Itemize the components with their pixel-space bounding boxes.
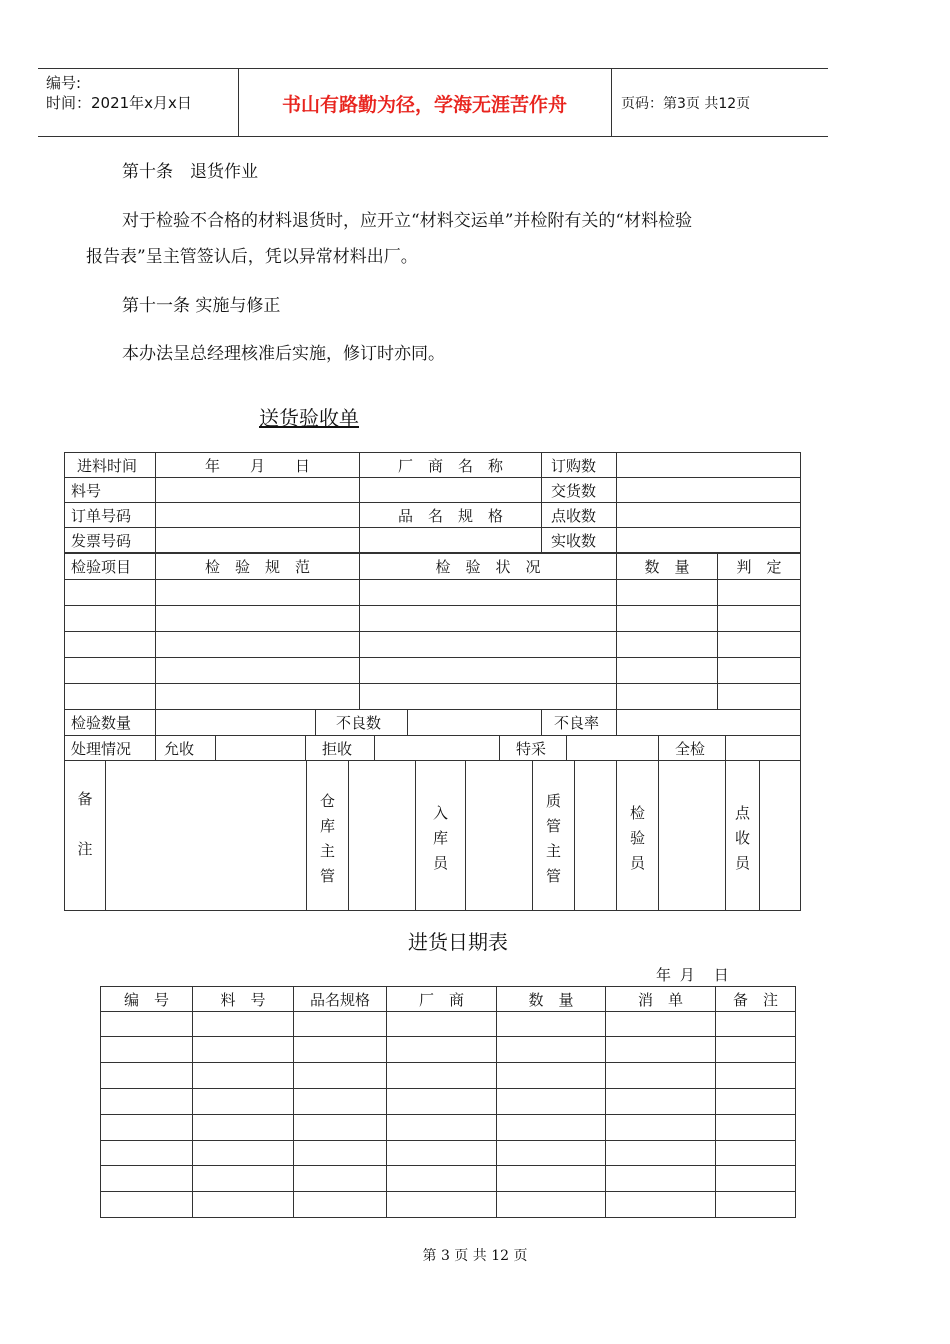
table-cell[interactable]	[605, 1140, 716, 1166]
table-cell[interactable]	[496, 1114, 606, 1141]
header-page-info: 页码：第3页 共12页	[621, 96, 751, 112]
table-cell[interactable]	[293, 1011, 387, 1037]
table-cell[interactable]	[100, 1114, 193, 1141]
label-delivered-qty: 交货数	[541, 477, 617, 503]
label-inspection-qty: 检验数量	[64, 709, 156, 736]
table-cell[interactable]	[717, 605, 801, 632]
label-char: 员	[734, 854, 750, 872]
table-cell[interactable]	[192, 1191, 294, 1218]
article10-heading: 第十条 退货作业	[122, 162, 258, 182]
table-cell[interactable]	[293, 1140, 387, 1166]
counted-qty-field[interactable]	[616, 502, 801, 528]
table-cell[interactable]	[100, 1140, 193, 1166]
label-char: 管	[545, 817, 561, 835]
label-counted-qty: 点收数	[541, 502, 617, 528]
table-cell[interactable]	[715, 1140, 796, 1166]
table-cell[interactable]	[64, 579, 156, 606]
label-special-accept: 特采	[499, 735, 567, 761]
label-arrival-time: 进料时间	[64, 452, 156, 478]
table-cell[interactable]	[100, 1036, 193, 1063]
label-char: 主	[319, 842, 335, 860]
label-vendor-name: 厂 商 名 称	[359, 452, 542, 478]
col-quantity: 数 量	[616, 553, 718, 580]
table-cell[interactable]	[386, 1062, 497, 1089]
table-cell[interactable]	[605, 1165, 716, 1192]
label-reject: 拒收	[305, 735, 375, 761]
full-inspection-field[interactable]	[725, 735, 801, 761]
label-char: 管	[319, 867, 335, 885]
table-cell[interactable]	[359, 683, 617, 710]
code-label: 编号:	[46, 74, 82, 92]
storer-signature[interactable]	[465, 760, 533, 911]
col-inspection-status: 检 验 状 况	[359, 553, 617, 580]
table-cell[interactable]	[496, 1036, 606, 1063]
table-cell[interactable]	[386, 1165, 497, 1192]
table-cell[interactable]	[293, 1062, 387, 1089]
defect-rate-field[interactable]	[616, 709, 801, 736]
table-cell[interactable]	[715, 1114, 796, 1141]
table-cell[interactable]	[616, 631, 718, 658]
label-char: 入	[432, 804, 448, 822]
table-cell[interactable]	[715, 1011, 796, 1037]
page-header	[38, 68, 828, 137]
table-cell[interactable]	[100, 1191, 193, 1218]
header-motto: 书山有路勤为径，学海无涯苦作舟	[281, 94, 567, 116]
article10-line1: 对于检验不合格的材料退货时，应开立“材料交运单”并检附有关的“材料检验	[122, 211, 693, 231]
time-label: 时间：2021年x月x日	[46, 94, 192, 112]
table-cell[interactable]	[496, 1140, 606, 1166]
label-char: 点	[734, 804, 750, 822]
label-char: 检	[629, 804, 645, 822]
label-char: 库	[319, 817, 335, 835]
table-cell[interactable]	[386, 1140, 497, 1166]
table-cell[interactable]	[155, 657, 360, 684]
product-spec-field[interactable]	[359, 527, 542, 553]
warehouse-manager-signature[interactable]	[348, 760, 416, 911]
table-cell[interactable]	[386, 1088, 497, 1115]
label-remark	[64, 760, 106, 911]
table-cell[interactable]	[192, 1036, 294, 1063]
table-cell[interactable]	[496, 1062, 606, 1089]
table-cell[interactable]	[359, 631, 617, 658]
table-cell[interactable]	[192, 1140, 294, 1166]
label-inspector	[616, 760, 659, 911]
table-cell[interactable]	[293, 1036, 387, 1063]
col-judgement: 判 定	[717, 553, 801, 580]
label-full-inspection: 全检	[658, 735, 726, 761]
defect-count-field[interactable]	[407, 709, 542, 736]
col-quantity: 数 量	[496, 986, 606, 1012]
table-cell[interactable]	[293, 1114, 387, 1141]
label-defect-count: 不良数	[315, 709, 408, 736]
table-cell[interactable]	[605, 1114, 716, 1141]
label-receiver	[725, 760, 760, 911]
label-handling: 处理情况	[64, 735, 156, 761]
article11-heading: 第十一条 实施与修正	[122, 296, 281, 316]
accept-field[interactable]	[215, 735, 306, 761]
vendor-name-field[interactable]	[359, 477, 542, 503]
label-part-no: 料号	[64, 477, 156, 503]
delivered-qty-field[interactable]	[616, 477, 801, 503]
table-cell[interactable]	[715, 1088, 796, 1115]
label-qc-manager	[532, 760, 575, 911]
receiver-signature[interactable]	[759, 760, 801, 911]
table-cell[interactable]	[100, 1165, 193, 1192]
table-cell[interactable]	[64, 683, 156, 710]
table-cell[interactable]	[293, 1191, 387, 1218]
table-cell[interactable]	[616, 657, 718, 684]
table-cell[interactable]	[715, 1062, 796, 1089]
table-cell[interactable]	[717, 631, 801, 658]
table-cell[interactable]	[717, 683, 801, 710]
col-remark: 备 注	[715, 986, 796, 1012]
table-cell[interactable]	[605, 1036, 716, 1063]
table-cell[interactable]	[616, 683, 718, 710]
table-cell[interactable]	[496, 1011, 606, 1037]
form2-date: 年 月 日	[656, 966, 731, 984]
label-char: 验	[629, 829, 645, 847]
table-cell[interactable]	[293, 1088, 387, 1115]
label-warehouse-manager	[306, 760, 349, 911]
table-cell[interactable]	[192, 1062, 294, 1089]
label-actual-qty: 实收数	[541, 527, 617, 553]
col-vendor: 厂 商	[386, 986, 497, 1012]
table-cell[interactable]	[192, 1114, 294, 1141]
col-inspection-norm: 检 验 规 范	[155, 553, 360, 580]
table-cell[interactable]	[359, 579, 617, 606]
col-close-order: 消 单	[605, 986, 716, 1012]
label-storer	[415, 760, 466, 911]
table-cell[interactable]	[386, 1114, 497, 1141]
table-cell[interactable]	[386, 1011, 497, 1037]
reject-field[interactable]	[374, 735, 500, 761]
col-product-spec: 品名规格	[293, 986, 387, 1012]
table-cell[interactable]	[155, 605, 360, 632]
label-char: 管	[545, 867, 561, 885]
table-cell[interactable]	[293, 1165, 387, 1192]
table-cell[interactable]	[64, 657, 156, 684]
table-cell[interactable]	[605, 1062, 716, 1089]
qc-manager-signature[interactable]	[574, 760, 617, 911]
label-char: 收	[734, 829, 750, 847]
article11-body: 本办法呈总经理核准后实施，修订时亦同。	[122, 344, 445, 364]
label-char: 员	[629, 854, 645, 872]
label-invoice-no: 发票号码	[64, 527, 156, 553]
actual-qty-field[interactable]	[616, 527, 801, 553]
col-inspection-item: 检验项目	[64, 553, 156, 580]
table-cell[interactable]	[359, 605, 617, 632]
table-cell[interactable]	[496, 1165, 606, 1192]
label-defect-rate: 不良率	[541, 709, 617, 736]
label-char: 仓	[319, 792, 335, 810]
table-cell[interactable]	[605, 1011, 716, 1037]
table-cell[interactable]	[386, 1191, 497, 1218]
special-accept-field[interactable]	[566, 735, 659, 761]
form2-title: 进货日期表	[408, 930, 508, 954]
label-order-no: 订单号码	[64, 502, 156, 528]
label-remark-char: 注	[77, 840, 93, 858]
table-cell[interactable]	[64, 605, 156, 632]
table-cell[interactable]	[717, 579, 801, 606]
label-char: 质	[545, 792, 561, 810]
inspection-qty-field[interactable]	[155, 709, 316, 736]
label-accept: 允收	[155, 735, 216, 761]
table-cell[interactable]	[386, 1036, 497, 1063]
invoice-no-field[interactable]	[155, 527, 360, 553]
page-footer: 第 3 页 共 12 页	[422, 1248, 528, 1264]
col-number: 编 号	[100, 986, 193, 1012]
table-cell[interactable]	[100, 1011, 193, 1037]
ordered-qty-field[interactable]	[616, 452, 801, 478]
col-part-no: 料 号	[192, 986, 294, 1012]
label-char: 员	[432, 854, 448, 872]
table-cell[interactable]	[155, 683, 360, 710]
table-cell[interactable]	[155, 631, 360, 658]
table-cell[interactable]	[64, 631, 156, 658]
table-cell[interactable]	[192, 1088, 294, 1115]
table-cell[interactable]	[359, 657, 617, 684]
table-cell[interactable]	[616, 605, 718, 632]
inspector-signature[interactable]	[658, 760, 726, 911]
remark-field[interactable]	[105, 760, 307, 911]
table-cell[interactable]	[496, 1191, 606, 1218]
table-cell[interactable]	[616, 579, 718, 606]
table-cell[interactable]	[715, 1036, 796, 1063]
label-char: 库	[432, 829, 448, 847]
label-remark-char: 备	[77, 790, 93, 808]
article10-line2: 报告表”呈主管签认后，凭以异常材料出厂。	[86, 247, 418, 267]
form1-title: 送货验收单	[259, 406, 359, 430]
table-cell[interactable]	[155, 579, 360, 606]
table-cell[interactable]	[605, 1191, 716, 1218]
part-no-field[interactable]	[155, 477, 360, 503]
table-cell[interactable]	[605, 1088, 716, 1115]
table-cell[interactable]	[496, 1088, 606, 1115]
label-product-spec: 品 名 规 格	[359, 502, 542, 528]
arrival-date-field: 年 月 日	[155, 452, 360, 478]
table-cell[interactable]	[715, 1165, 796, 1192]
table-cell[interactable]	[100, 1062, 193, 1089]
table-cell[interactable]	[192, 1165, 294, 1192]
header-divider	[611, 69, 612, 136]
table-cell[interactable]	[192, 1011, 294, 1037]
label-ordered-qty: 订购数	[541, 452, 617, 478]
table-cell[interactable]	[715, 1191, 796, 1218]
order-no-field[interactable]	[155, 502, 360, 528]
header-meta	[46, 73, 192, 113]
table-cell[interactable]	[717, 657, 801, 684]
table-cell[interactable]	[100, 1088, 193, 1115]
label-char: 主	[545, 842, 561, 860]
